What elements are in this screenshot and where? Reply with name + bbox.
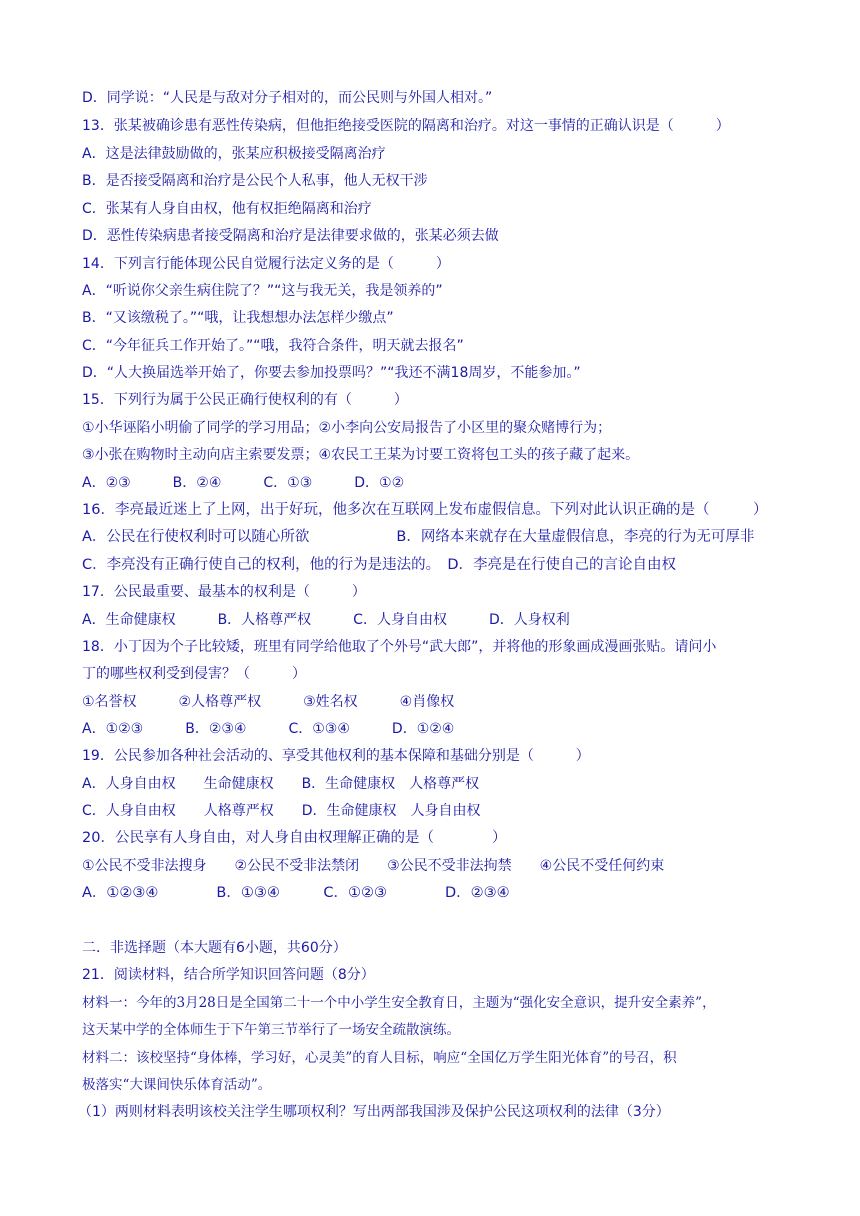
- q15-stem: 15．下列行为属于公民正确行使权利的有（ ）: [82, 392, 408, 408]
- material-one-line-1: 材料一：今年的3月28日是全国第二十一个中小学生安全教育日，主题为“强化安全意识，提升安全素养”，: [82, 995, 716, 1011]
- q13-stem: 13．张某被确诊患有恶性传染病，但他拒绝接受医院的隔离和治疗。对这一事情的正确认识是（ ）: [82, 118, 730, 134]
- q21-stem: 21．阅读材料，结合所学知识回答问题（8分）: [82, 967, 375, 983]
- section-two-heading: 二．非选择题（本大题有6小题，共60分）: [82, 940, 347, 956]
- q20-options: A．①②③④ B．①③④ C．①②③ D．②③④: [82, 885, 510, 901]
- q19-options-cd: C．人身自由权 人格尊严权 D．生命健康权 人身自由权: [82, 803, 481, 819]
- q14-option-d: D．“人大换届选举开始了，你要去参加投票吗？”“我还不满18周岁，不能参加。”: [82, 365, 581, 381]
- q14-stem: 14．下列言行能体现公民自觉履行法定义务的是（ ）: [82, 256, 450, 272]
- q15-statement-2: ③小张在购物时主动向店主索要发票；④农民工王某为讨要工资将包工头的孩子藏了起来。: [82, 447, 640, 463]
- q13-option-b: B．是否接受隔离和治疗是公民个人私事，他人无权干涉: [82, 173, 428, 189]
- q18-statements: ①名誉权 ②人格尊严权 ③姓名权 ④肖像权: [82, 694, 455, 710]
- q13-option-a: A．这是法律鼓励做的，张某应积极接受隔离治疗: [82, 146, 386, 162]
- q20-statements: ①公民不受非法搜身 ②公民不受非法禁闭 ③公民不受非法拘禁 ④公民不受任何约束: [82, 858, 665, 874]
- q16-stem: 16．李亮最近迷上了上网，出于好玩，他多次在互联网上发布虚假信息。下列对此认识正确的是（ ）: [82, 502, 768, 518]
- q15-options: A．②③ B．②④ C．①③ D．①②: [82, 475, 405, 491]
- q16-options-ab: A．公民在行使权利时可以随心所欲 B．网络本来就存在大量虚假信息，李亮的行为无可厚非: [82, 529, 755, 545]
- q17-options: A．生命健康权 B．人格尊严权 C．人身自由权 D．人身权利: [82, 612, 570, 628]
- q21-subquestion-1: （1）两则材料表明该校关注学生哪项权利？写出两部我国涉及保护公民这项权利的法律（3分）: [78, 1104, 670, 1120]
- q19-options-ab: A．人身自由权 生命健康权 B．生命健康权 人格尊严权: [82, 776, 480, 792]
- q17-stem: 17．公民最重要、最基本的权利是（ ）: [82, 584, 366, 600]
- q20-stem: 20．公民享有人身自由，对人身自由权理解正确的是（ ）: [82, 830, 507, 846]
- material-two-line-1: 材料二：该校坚持“身体棒，学习好，心灵美”的育人目标，响应“全国亿万学生阳光体育”的号召，积: [82, 1050, 677, 1066]
- q12-option-d: D．同学说：“人民是与敌对分子相对的，而公民则与外国人相对。”: [82, 90, 493, 106]
- q18-stem-line-2: 丁的哪些权利受到侵害？（ ）: [82, 666, 306, 682]
- q19-stem: 19．公民参加各种社会活动的、享受其他权利的基本保障和基础分别是（ ）: [82, 748, 590, 764]
- q14-option-c: C．“今年征兵工作开始了。”“哦，我符合条件，明天就去报名”: [82, 338, 464, 354]
- q16-options-cd: C．李亮没有正确行使自己的权利，他的行为是违法的。 D．李亮是在行使自己的言论自由权: [82, 557, 677, 573]
- q15-statement-1: ①小华诬陷小明偷了同学的学习用品；②小李向公安局报告了小区里的聚众赌博行为；: [82, 420, 612, 436]
- q13-option-d: D．恶性传染病患者接受隔离和治疗是法律要求做的，张某必须去做: [82, 228, 499, 244]
- material-one-line-2: 这天某中学的全体师生于下午第三节举行了一场安全疏散演练。: [82, 1022, 460, 1038]
- material-two-line-2: 极落实“大课间快乐体育活动”。: [82, 1077, 272, 1093]
- q13-option-c: C．张某有人身自由权，他有权拒绝隔离和治疗: [82, 201, 372, 217]
- q18-stem-line-1: 18．小丁因为个子比较矮，班里有同学给他取了个外号“武大郎”，并将他的形象画成漫画张贴。请问小: [82, 639, 717, 655]
- q18-options: A．①②③ B．②③④ C．①③④ D．①②④: [82, 721, 455, 737]
- q14-option-b: B．“又该缴税了。”“哦，让我想想办法怎样少缴点”: [82, 310, 394, 326]
- q14-option-a: A．“听说你父亲生病住院了？”“这与我无关，我是领养的”: [82, 283, 443, 299]
